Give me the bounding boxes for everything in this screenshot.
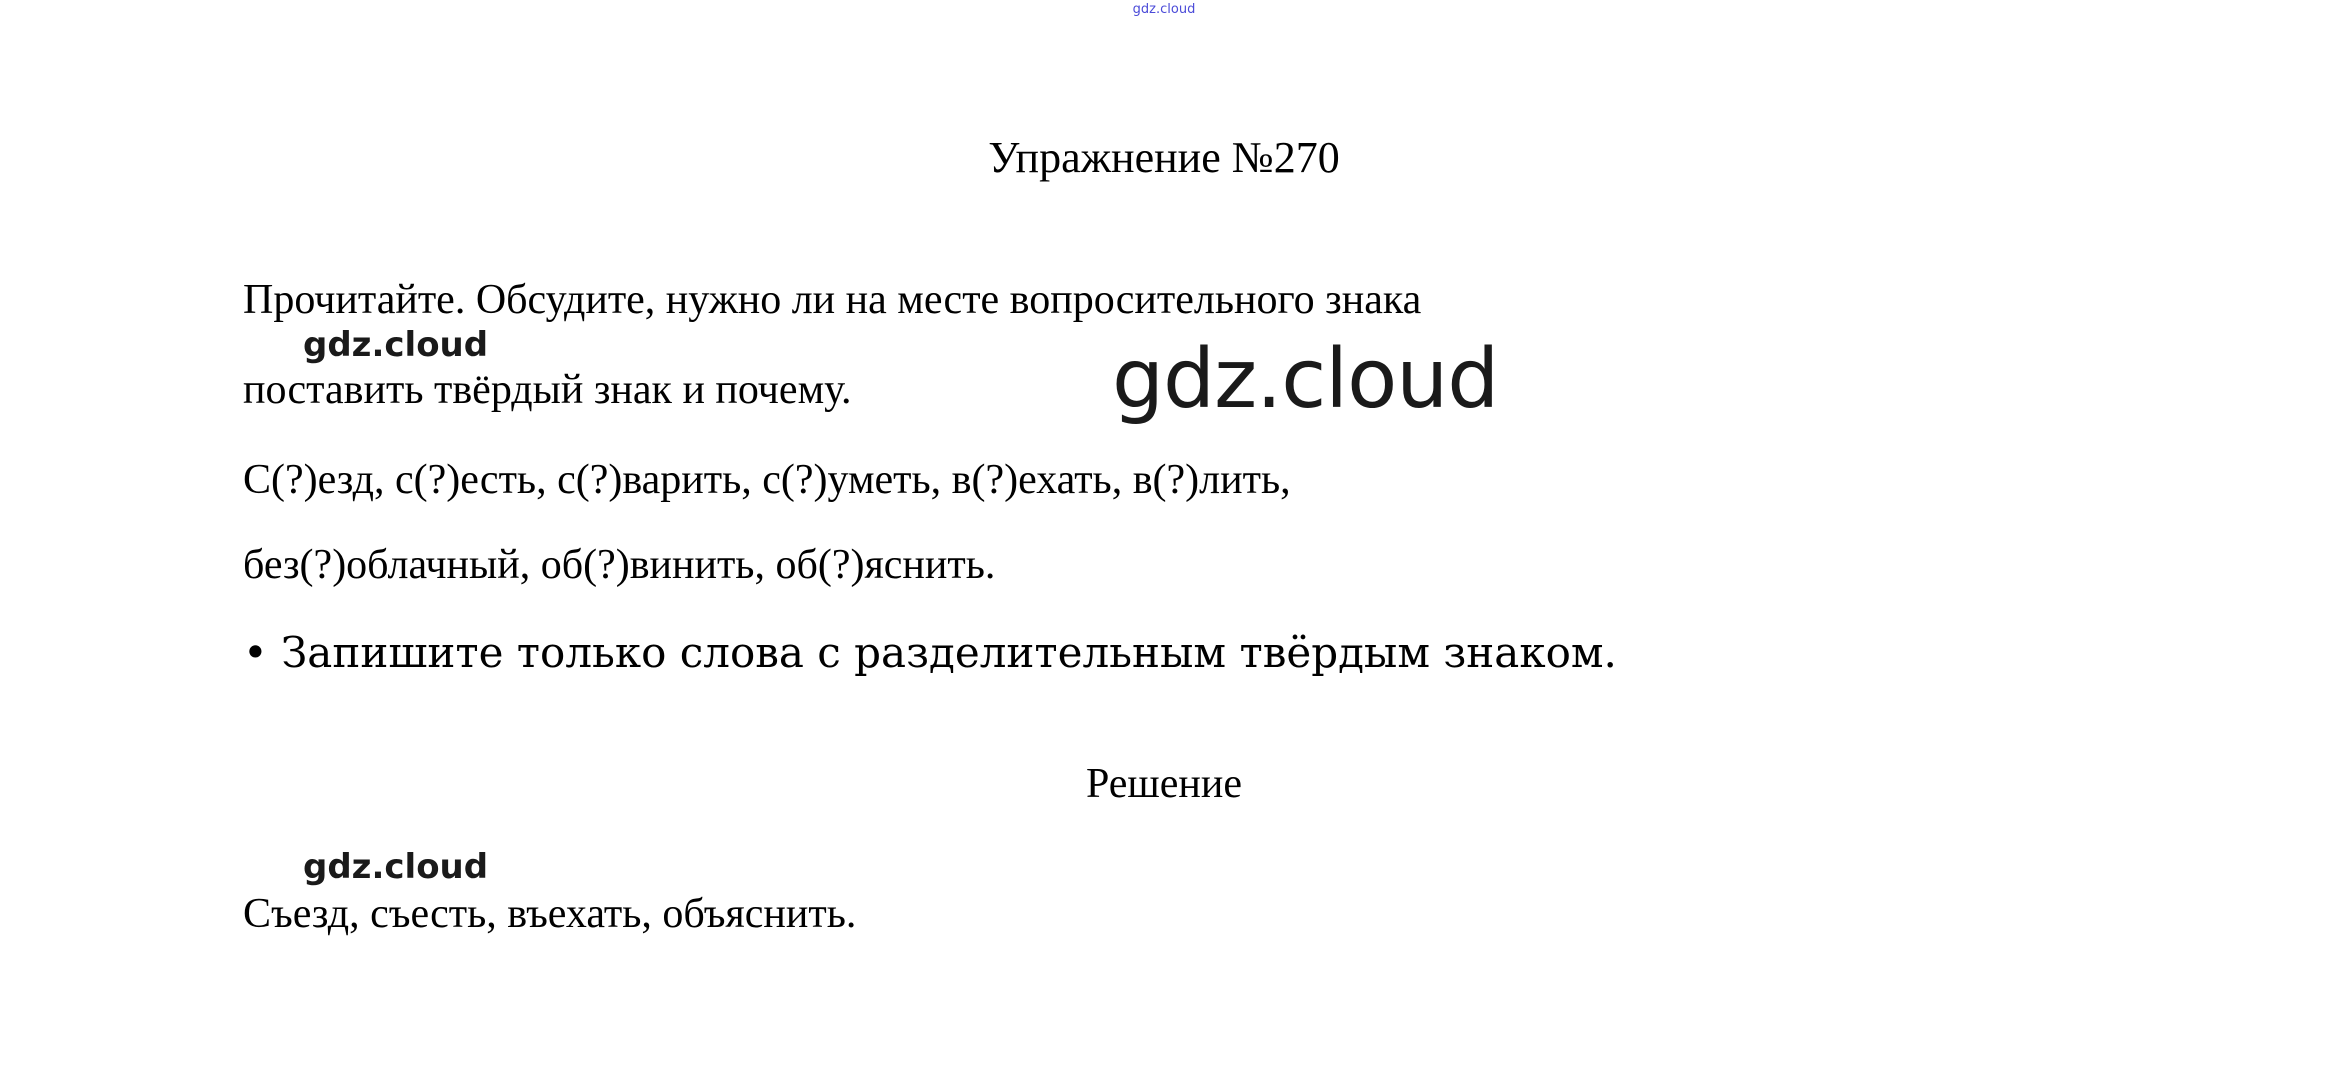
task-text-line-2: поставить твёрдый знак и почему.	[243, 367, 852, 413]
watermark-top: gdz.cloud	[1132, 2, 1196, 17]
solution-heading: Решение	[1085, 761, 1243, 807]
watermark-large: gdz.cloud	[1112, 332, 1499, 427]
word-list-line-2: без(?)облачный, об(?)винить, об(?)яснить.	[243, 542, 996, 588]
task-bullet-item: • Запишите только слова с разделительным твёрдым знаком.	[243, 628, 1617, 677]
word-list-line-1: С(?)езд, с(?)есть, с(?)варить, с(?)уметь, в(?)ехать, в(?)лить,	[243, 457, 1291, 503]
solution-answer: Съезд, съесть, въехать, объяснить.	[243, 891, 857, 937]
watermark-small-lower: gdz.cloud	[303, 847, 489, 887]
watermark-small-upper: gdz.cloud	[303, 325, 489, 365]
page-title: Упражнение №270	[988, 133, 1340, 182]
task-text-line-1: Прочитайте. Обсудите, нужно ли на месте вопросительного знака	[243, 277, 1422, 323]
